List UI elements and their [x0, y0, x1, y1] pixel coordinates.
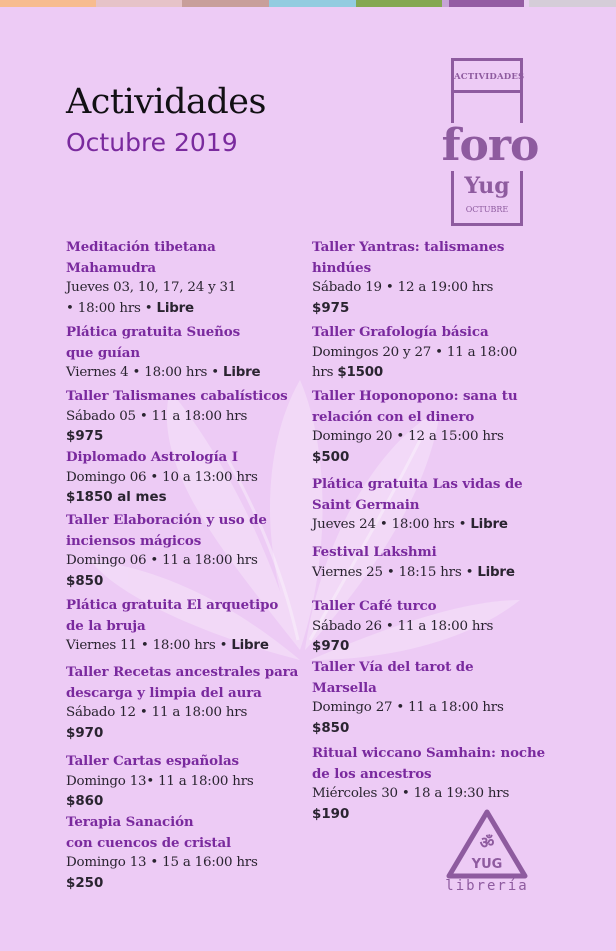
- event-schedule: Sábado 12 • 11 a 18:00 hrs: [66, 705, 248, 720]
- event-item: [66, 595, 306, 657]
- event-item: [66, 386, 306, 448]
- event-price: $975: [312, 300, 350, 316]
- event-price: $975: [66, 429, 104, 444]
- event-detail: [66, 468, 306, 489]
- event-name-line: Taller Recetas ancestrales para: [66, 664, 299, 680]
- event-name-line: descarga y limpia del aura: [66, 684, 262, 701]
- event-schedule: Viernes 4 • 18:00 hrs •: [66, 365, 224, 380]
- stripe-segment: [442, 0, 449, 7]
- event-item: [312, 542, 552, 583]
- event-name-line: Taller Hoponopono: sana tu: [312, 388, 518, 404]
- event-name-line: Taller Yantras: talismanes: [312, 239, 505, 255]
- event-schedule: Domingo 27 • 11 a 18:00 hrs: [312, 700, 504, 715]
- event-admission: Libre: [156, 300, 194, 316]
- event-item: [312, 386, 552, 468]
- event-detail: [66, 278, 306, 319]
- svg-text:YUG: YUG: [471, 857, 503, 872]
- event-schedule: Viernes 11 • 18:00 hrs •: [66, 638, 232, 653]
- stripe-segment: [449, 0, 524, 7]
- color-stripe: [0, 0, 616, 7]
- event-name: [66, 812, 306, 853]
- event-name-line: Saint Germain: [312, 496, 420, 513]
- event-name: [312, 657, 552, 698]
- event-price: $970: [66, 725, 104, 741]
- event-item: [312, 474, 552, 536]
- event-name-line: Festival Lakshmi: [312, 544, 437, 560]
- event-price: $190: [312, 806, 350, 822]
- logo-top-label: ACTIVIDADES: [454, 61, 520, 93]
- event-schedule: Domingo 13 • 15 a 16:00 hrs: [66, 855, 258, 870]
- event-name-line: Plática gratuita Las vidas de: [312, 476, 523, 492]
- event-item: [312, 237, 552, 319]
- event-name: [66, 322, 306, 363]
- event-name-line: de los ancestros: [312, 765, 432, 782]
- event-item: [66, 510, 306, 592]
- event-schedule: Sábado 26 • 11 a 18:00 hrs: [312, 618, 494, 634]
- logo-secondary-word: Yug: [464, 173, 510, 199]
- event-detail: [66, 772, 306, 793]
- event-detail: [312, 698, 552, 719]
- event-schedule: Domingo 06 • 11 a 18:00 hrs: [66, 553, 258, 568]
- page-title: Actividades: [66, 82, 266, 122]
- event-name-line: que guían: [66, 344, 140, 361]
- event-item: [312, 596, 552, 658]
- event-name: [66, 510, 306, 551]
- event-detail: [312, 563, 552, 584]
- libreria-label: librería: [445, 878, 529, 894]
- event-detail: [66, 853, 306, 874]
- event-price: $1850 al mes: [66, 490, 167, 505]
- event-item: [66, 751, 306, 813]
- logo-main-word: foro: [441, 120, 539, 171]
- event-name-line: Ritual wiccano Samhain: noche: [312, 745, 546, 761]
- event-admission: Libre: [223, 365, 261, 380]
- event-detail: [66, 363, 306, 384]
- event-name: [312, 596, 552, 617]
- event-name-line: Terapia Sanación: [66, 814, 194, 830]
- event-admission: $1500: [337, 365, 383, 380]
- event-price: $970: [312, 639, 350, 654]
- event-detail: [312, 617, 552, 638]
- event-detail: [66, 703, 306, 724]
- event-detail: [312, 427, 552, 448]
- stripe-segment: [182, 0, 269, 7]
- event-schedule: Domingo 20 • 12 a 15:00 hrs: [312, 429, 504, 444]
- event-schedule: Sábado 19 • 12 a 19:00 hrs: [312, 280, 494, 295]
- event-schedule: Viernes 25 • 18:15 hrs •: [312, 564, 478, 580]
- stripe-segment: [96, 0, 182, 7]
- event-item: [312, 657, 552, 739]
- event-name-line: Taller Cartas españolas: [66, 753, 239, 769]
- event-price: $850: [312, 720, 350, 736]
- event-item: [66, 237, 306, 319]
- event-name-line: Meditación tibetana: [66, 239, 216, 255]
- event-item: [66, 812, 306, 894]
- event-name: [66, 237, 306, 278]
- event-name: [312, 237, 552, 278]
- event-name-line: Taller Elaboración y uso de: [66, 512, 267, 528]
- event-name: [66, 751, 306, 772]
- event-detail: [312, 784, 552, 805]
- event-admission: Libre: [477, 564, 515, 580]
- event-name-line: relación con el dinero: [312, 408, 475, 425]
- event-schedule: Domingo 13• 11 a 18:00 hrs: [66, 773, 254, 789]
- event-schedule: Domingo 06 • 10 a 13:00 hrs: [66, 469, 258, 485]
- event-name-line: Taller Talismanes cabalísticos: [66, 388, 288, 404]
- foro-yug-logo: [441, 58, 539, 226]
- event-detail: [312, 515, 552, 536]
- event-name-line: Mahamudra: [66, 259, 157, 276]
- event-name: [312, 743, 552, 784]
- event-name-line: Diplomado Astrología I: [66, 449, 238, 465]
- event-name: [312, 542, 552, 563]
- svg-text:ॐ: ॐ: [479, 833, 495, 852]
- event-detail: [312, 343, 552, 384]
- event-name: [66, 447, 306, 468]
- event-name-line: de la bruja: [66, 617, 146, 634]
- event-item: [312, 322, 552, 384]
- event-name-line: inciensos mágicos: [66, 532, 202, 549]
- event-item: [66, 322, 306, 384]
- event-name: [66, 662, 306, 703]
- event-name-line: con cuencos de cristal: [66, 834, 232, 851]
- event-admission: Libre: [231, 638, 269, 653]
- page-subtitle: Octubre 2019: [66, 128, 238, 157]
- event-name: [66, 595, 306, 636]
- om-triangle-icon: [445, 808, 529, 880]
- event-name-line: hindúes: [312, 259, 372, 276]
- event-name: [312, 474, 552, 515]
- event-name-line: Plática gratuita Sueños: [66, 324, 241, 340]
- event-name: [312, 322, 552, 343]
- event-name-line: Marsella: [312, 679, 377, 696]
- event-detail: [66, 551, 306, 572]
- event-schedule: Sábado 05 • 11 a 18:00 hrs: [66, 408, 248, 424]
- event-schedule: Jueves 24 • 18:00 hrs •: [312, 517, 471, 532]
- event-name: [312, 386, 552, 427]
- stripe-segment: [529, 0, 616, 7]
- event-name-line: Plática gratuita El arquetipo: [66, 597, 279, 613]
- event-detail: [66, 636, 306, 657]
- stripe-segment: [269, 0, 356, 7]
- event-name-line: Taller Grafología básica: [312, 324, 489, 340]
- event-item: [66, 662, 306, 744]
- event-schedule: Miércoles 30 • 18 a 19:30 hrs: [312, 786, 510, 801]
- event-name-line: Taller Vía del tarot de: [312, 659, 474, 675]
- event-name: [66, 386, 306, 407]
- event-schedule: hrs: [312, 365, 338, 380]
- logo-bottom-label: OCTUBRE: [465, 205, 509, 214]
- event-schedule: Jueves 03, 10, 17, 24 y 31: [66, 280, 237, 295]
- libreria-logo: [445, 808, 529, 898]
- event-price: $860: [66, 794, 104, 809]
- event-price: $850: [66, 573, 104, 589]
- event-schedule: • 18:00 hrs •: [66, 300, 157, 316]
- stripe-segment: [356, 0, 442, 7]
- event-price: $500: [312, 449, 350, 465]
- event-item: [66, 447, 306, 509]
- event-detail: [312, 278, 552, 299]
- event-name-line: Taller Café turco: [312, 598, 437, 614]
- event-detail: [66, 407, 306, 428]
- event-price: $250: [66, 875, 104, 891]
- event-schedule: Domingos 20 y 27 • 11 a 18:00: [312, 344, 518, 360]
- event-admission: Libre: [470, 517, 508, 532]
- stripe-segment: [0, 0, 96, 7]
